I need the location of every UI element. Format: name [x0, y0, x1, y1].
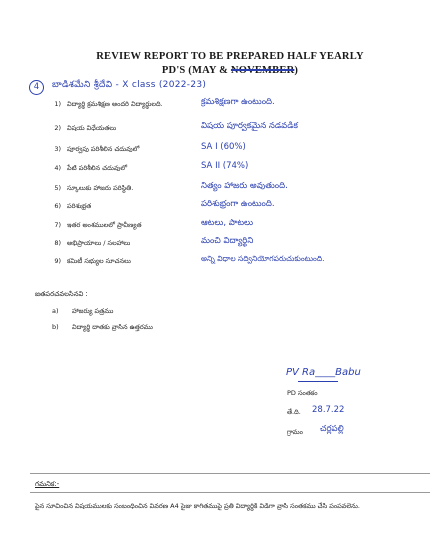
report-row — [0, 218, 447, 232]
note-body: పైన సూచించిన విషయములకు సంబంధించిన వివరణ A4 సైజు కాగితముపై ప్రతి విద్యార్థికి విడిగా వ్రాసి సంతకము చేసి పంపవలెను. — [35, 502, 360, 510]
attachments-heading: జతపరచవలసినవి : — [35, 290, 88, 298]
row-label: పేటి పరిశీలిన చదువులో — [67, 164, 128, 172]
report-row — [0, 236, 447, 250]
row-label: ఇతర అంశములలో ప్రావీణ్యత — [67, 221, 142, 229]
pd-signature: PV Ra____Babu — [286, 367, 361, 378]
report-row — [0, 254, 447, 268]
row-number: 3) — [54, 145, 61, 153]
report-row — [0, 181, 447, 195]
row-number: 7) — [54, 221, 61, 229]
row-answer: SA II (74%) — [201, 161, 249, 171]
row-number: 8) — [54, 239, 61, 247]
row-number: 5) — [54, 184, 61, 192]
row-answer: అన్ని విధాల సద్వినియోగపరుచుకుంటుంది. — [201, 254, 325, 263]
student-number-circle: 4 — [29, 80, 44, 95]
subtitle-suffix: ) — [294, 65, 299, 76]
row-number: 6) — [54, 202, 61, 210]
row-answer: నిత్యం హాజరు అవుతుంది. — [201, 181, 288, 191]
divider-middle — [30, 492, 430, 493]
attachment-key: b) — [52, 323, 59, 331]
row-label: పూర్వపు పరిశీలిన చదువులో — [67, 145, 140, 153]
attachment-text: విద్యార్థి దాతకు వ్రాసిన ఉత్తరము — [72, 323, 153, 331]
report-title: REVIEW REPORT TO BE PREPARED HALF YEARLY — [96, 51, 364, 62]
report-subtitle — [40, 65, 420, 76]
report-row — [0, 161, 447, 175]
village-label: గ్రామం — [287, 428, 303, 436]
row-answer: ఆటలు, పాటలు — [201, 218, 254, 228]
date-value: 28.7.22 — [312, 405, 345, 415]
row-label: విద్యార్థి క్రమశిక్షణ అందరి విద్యార్థులది. — [67, 100, 163, 108]
divider-top — [30, 473, 430, 474]
report-row — [0, 142, 447, 156]
struck-month: NOVEMBER — [230, 65, 295, 76]
attachment-item — [52, 323, 153, 333]
report-row — [0, 97, 447, 111]
row-number: 9) — [54, 257, 61, 265]
row-label: స్కూలుకు హాజరు పరిస్థితి. — [67, 184, 134, 192]
row-answer: మంచి విద్యార్థిని — [201, 236, 254, 246]
subtitle-prefix: PD'S (MAY & — [161, 65, 231, 76]
row-answer: విషయ పూర్వకమైన నడవడిక — [201, 121, 298, 131]
row-label: విషయ విధేయతలు — [67, 124, 117, 132]
row-label: పరిశుభ్రత — [67, 202, 92, 210]
report-row — [0, 199, 447, 213]
date-label: తే.ది. — [287, 408, 301, 416]
row-number: 2) — [54, 124, 61, 132]
row-answer: పరిశుభ్రంగా ఉంటుంది. — [201, 199, 275, 209]
row-answer: SA I (60%) — [201, 142, 246, 152]
village-value: చర్లపల్లి — [320, 424, 344, 434]
report-row — [0, 121, 447, 135]
attachment-key: a) — [52, 307, 59, 315]
attachment-text: హాజర్యు పత్రము — [72, 307, 114, 315]
attachment-item — [52, 307, 113, 317]
signature-stroke — [298, 381, 338, 382]
row-number: 4) — [54, 164, 61, 172]
row-label: కమిటీ సభ్యుల సూచనలు — [67, 257, 131, 265]
row-answer: క్రమశిక్షణగా ఉంటుంది. — [201, 97, 275, 107]
row-number: 1) — [54, 100, 61, 108]
note-heading: గమనిక:- — [35, 480, 60, 488]
pd-signature-label: PD సంతకం — [287, 389, 318, 397]
row-label: అభిప్రాయాలు / సలహాలు — [67, 239, 131, 247]
student-name-class: బాడిశమేని శ్రీదేవి - X class (2022-23) — [52, 80, 207, 90]
